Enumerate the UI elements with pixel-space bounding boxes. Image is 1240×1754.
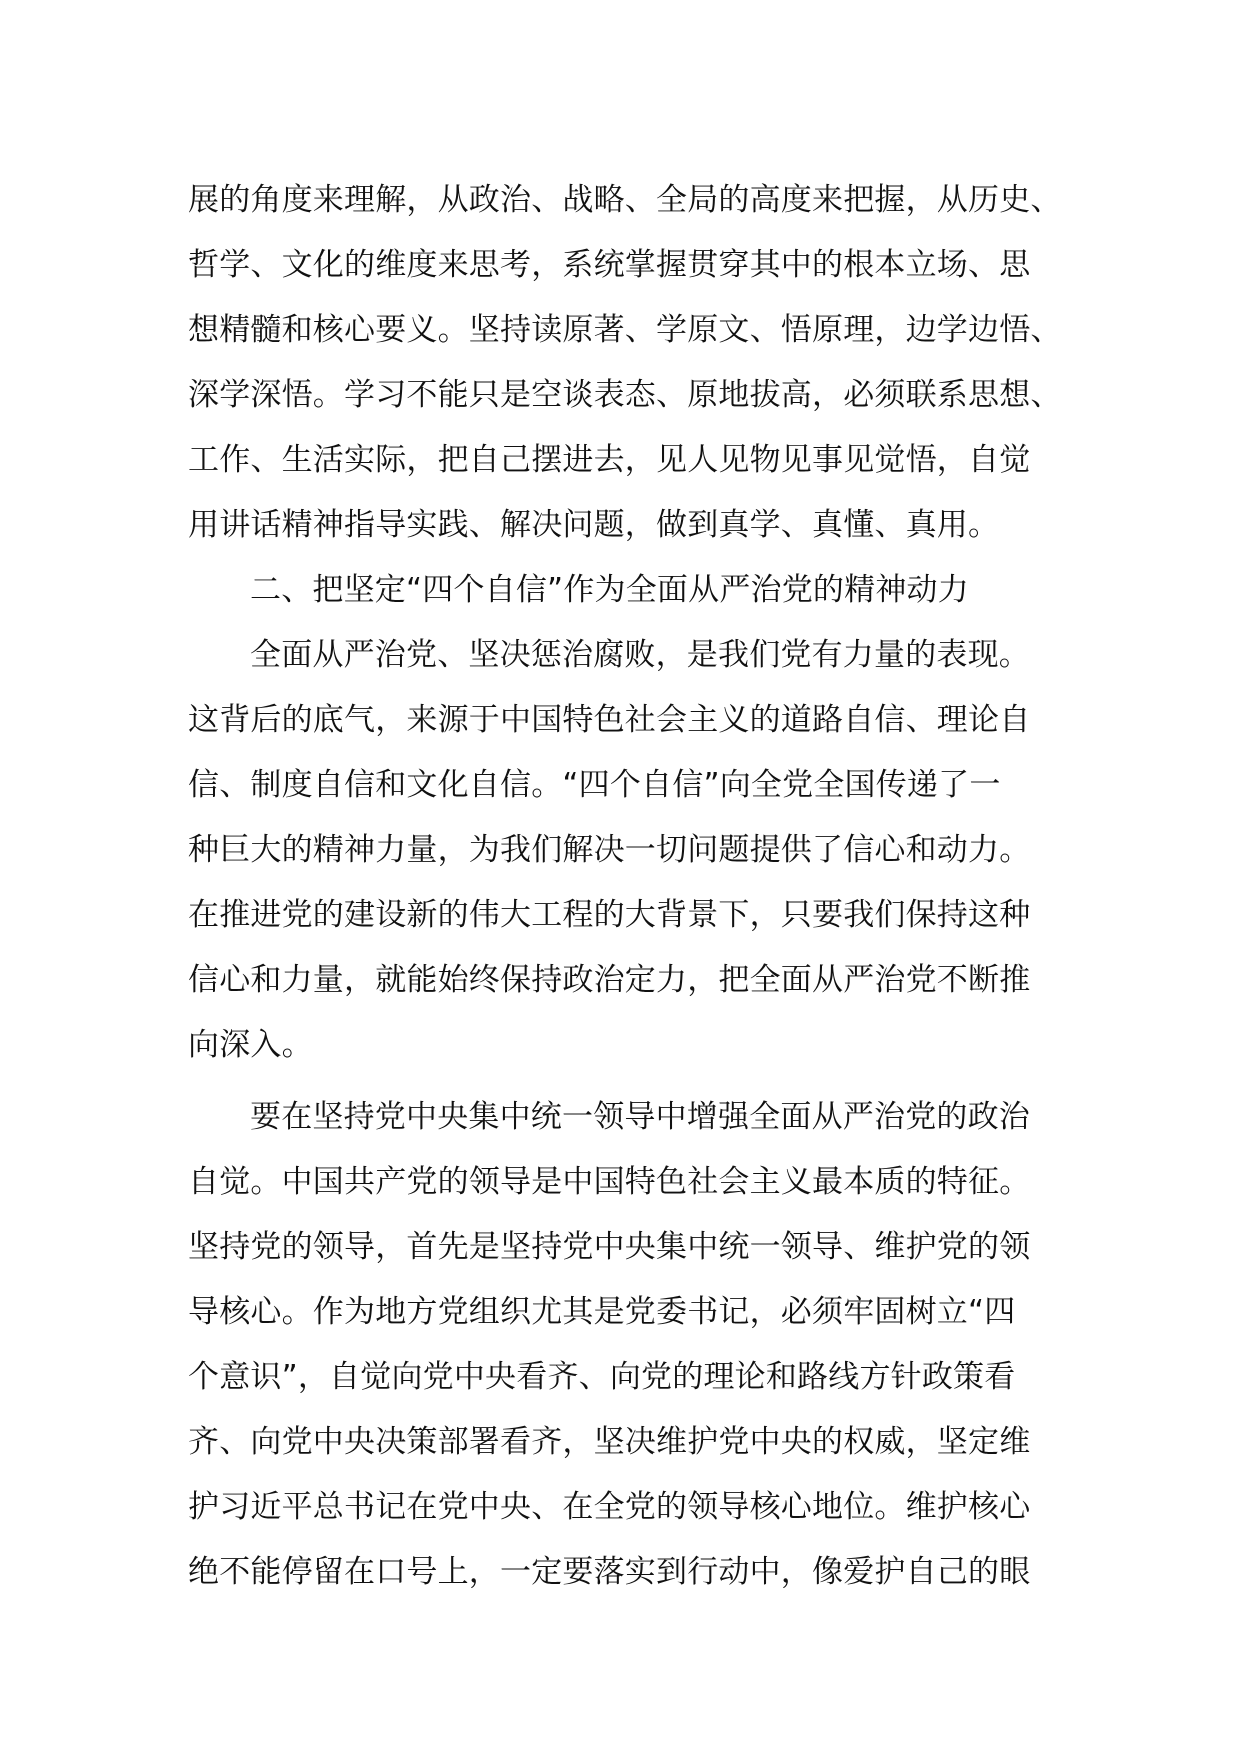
text-line: 全面从严治党、坚决惩治腐败，是我们党有力量的表现。 bbox=[250, 637, 1030, 673]
text-line: 工作、生活实际，把自己摆进去，见人见物见事见觉悟，自觉 bbox=[188, 442, 1031, 478]
body-text bbox=[188, 168, 1068, 1605]
section-heading: 二、把坚定“四个自信”作为全面从严治党的精神动力 bbox=[250, 572, 969, 608]
text-line: 哲学、文化的维度来思考，系统掌握贯穿其中的根本立场、思 bbox=[188, 247, 1031, 283]
text-line: 信心和力量，就能始终保持政治定力，把全面从严治党不断推 bbox=[188, 962, 1031, 998]
text-line: 展的角度来理解，从政治、战略、全局的高度来把握，从历史、 bbox=[188, 182, 1062, 218]
text-line: 坚持党的领导，首先是坚持党中央集中统一领导、维护党的领 bbox=[188, 1229, 1031, 1265]
text-line: 在推进党的建设新的伟大工程的大背景下，只要我们保持这种 bbox=[188, 897, 1031, 933]
text-line: 深学深悟。学习不能只是空谈表态、原地拔高，必须联系思想、 bbox=[188, 377, 1062, 413]
text-line: 种巨大的精神力量，为我们解决一切问题提供了信心和动力。 bbox=[188, 832, 1031, 868]
text-line: 要在坚持党中央集中统一领导中增强全面从严治党的政治 bbox=[250, 1099, 1030, 1135]
text-line: 用讲话精神指导实践、解决问题，做到真学、真懂、真用。 bbox=[188, 507, 1000, 543]
text-line: 齐、向党中央决策部署看齐，坚决维护党中央的权威，坚定维 bbox=[188, 1424, 1031, 1460]
text-line: 绝不能停留在口号上，一定要落实到行动中，像爱护自己的眼 bbox=[188, 1554, 1031, 1590]
text-line: 想精髓和核心要义。坚持读原著、学原文、悟原理，边学边悟、 bbox=[188, 312, 1062, 348]
text-line: 导核心。作为地方党组织尤其是党委书记，必须牢固树立“四 bbox=[188, 1294, 1016, 1330]
text-line: 这背后的底气，来源于中国特色社会主义的道路自信、理论自 bbox=[188, 702, 1031, 738]
text-line: 自觉。中国共产党的领导是中国特色社会主义最本质的特征。 bbox=[188, 1164, 1031, 1200]
text-line: 信、制度自信和文化自信。“四个自信”向全党全国传递了一 bbox=[188, 767, 1001, 803]
text-line: 护习近平总书记在党中央、在全党的领导核心地位。维护核心 bbox=[188, 1489, 1031, 1525]
text-line: 向深入。 bbox=[188, 1027, 313, 1063]
text-line: 个意识”，自觉向党中央看齐、向党的理论和路线方针政策看 bbox=[188, 1359, 1016, 1395]
